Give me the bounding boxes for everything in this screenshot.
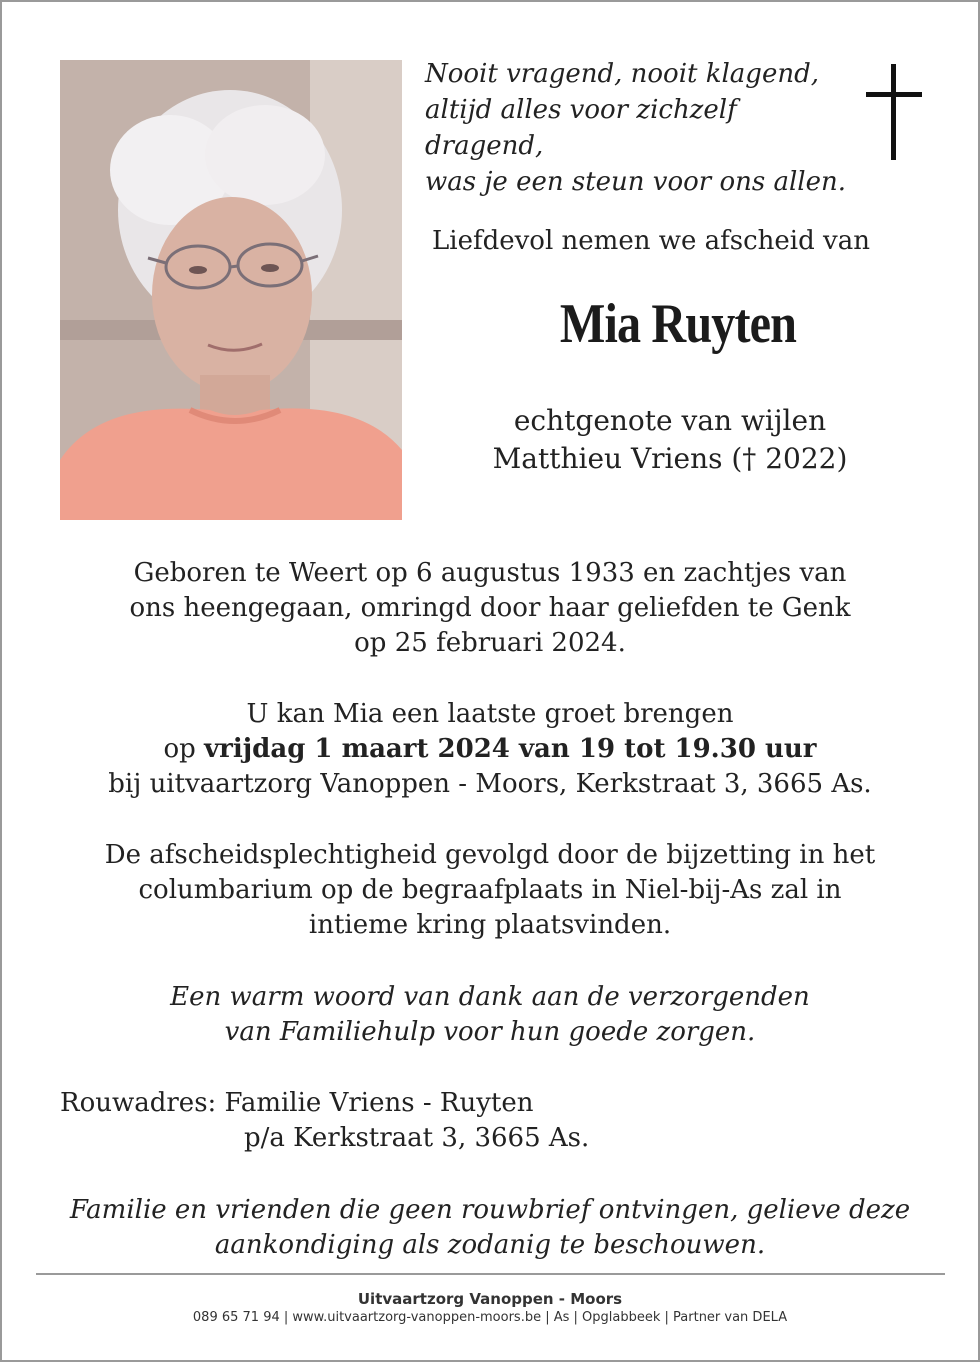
poem-line: dragend, — [425, 131, 544, 161]
birth-death-text — [20, 556, 960, 661]
text-line: Familie en vrienden die geen rouwbrief ontvingen, gelieve deze — [69, 1195, 911, 1225]
visitation-text — [20, 697, 960, 802]
spouse-info — [440, 402, 900, 478]
notice-text — [20, 1193, 960, 1263]
poem-line: altijd alles voor zichzelf — [425, 95, 737, 125]
text-line: p/a Kerkstraat 3, 3665 As. — [244, 1123, 590, 1153]
text-line: aankondiging als zodanig te beschouwen. — [214, 1230, 766, 1260]
text-line: De afscheidsplechtigheid gevolgd door de bijzetting in het — [104, 840, 876, 870]
visitation-date-bold: vrijdag 1 maart 2024 van 19 tot 19.30 uur — [204, 734, 817, 764]
text-line: ons heengegaan, omringd door haar geliefden te Genk — [129, 593, 851, 623]
poem-line: was je een steun voor ons allen. — [425, 167, 847, 197]
text-prefix: op — [163, 734, 205, 764]
text-line: op 25 februari 2024. — [354, 628, 626, 658]
mourning-address — [60, 1086, 589, 1156]
text-line: U kan Mia een laatste groet brengen — [246, 699, 734, 729]
footer-contact: 089 65 71 94 | www.uitvaartzorg-vanoppen-moors.be | As | Opglabbeek | Partner van DELA — [192, 1310, 788, 1325]
text-line: Rouwadres: Familie Vriens - Ruyten — [60, 1088, 534, 1118]
footer-company: Uitvaartzorg Vanoppen - Moors — [357, 1290, 623, 1308]
thanks-text — [20, 980, 960, 1050]
visitation-datetime — [20, 732, 960, 767]
poem-line: Nooit vragend, nooit klagend, — [425, 59, 819, 89]
deceased-name: Mia Ruyten — [559, 293, 797, 355]
ceremony-text — [20, 838, 960, 943]
farewell-intro: Liefdevol nemen we afscheid van — [432, 226, 870, 256]
footer-divider — [36, 1273, 945, 1275]
text-line: intieme kring plaatsvinden. — [308, 910, 672, 940]
portrait-photo — [60, 60, 402, 520]
cross-icon — [866, 64, 922, 160]
text-line: van Familiehulp voor hun goede zorgen. — [224, 1017, 756, 1047]
text-line: Geboren te Weert op 6 augustus 1933 en zachtjes van — [133, 558, 847, 588]
text-line: columbarium op de begraafplaats in Niel-bij-As zal in — [138, 875, 842, 905]
spouse-line: echtgenote van wijlen — [513, 404, 827, 437]
poem — [425, 56, 845, 200]
portrait-illustration — [60, 60, 402, 520]
text-line: Een warm woord van dank aan de verzorgenden — [170, 982, 810, 1012]
spouse-name: Matthieu Vriens († 2022) — [492, 442, 848, 475]
text-line: bij uitvaartzorg Vanoppen - Moors, Kerkstraat 3, 3665 As. — [108, 769, 872, 799]
